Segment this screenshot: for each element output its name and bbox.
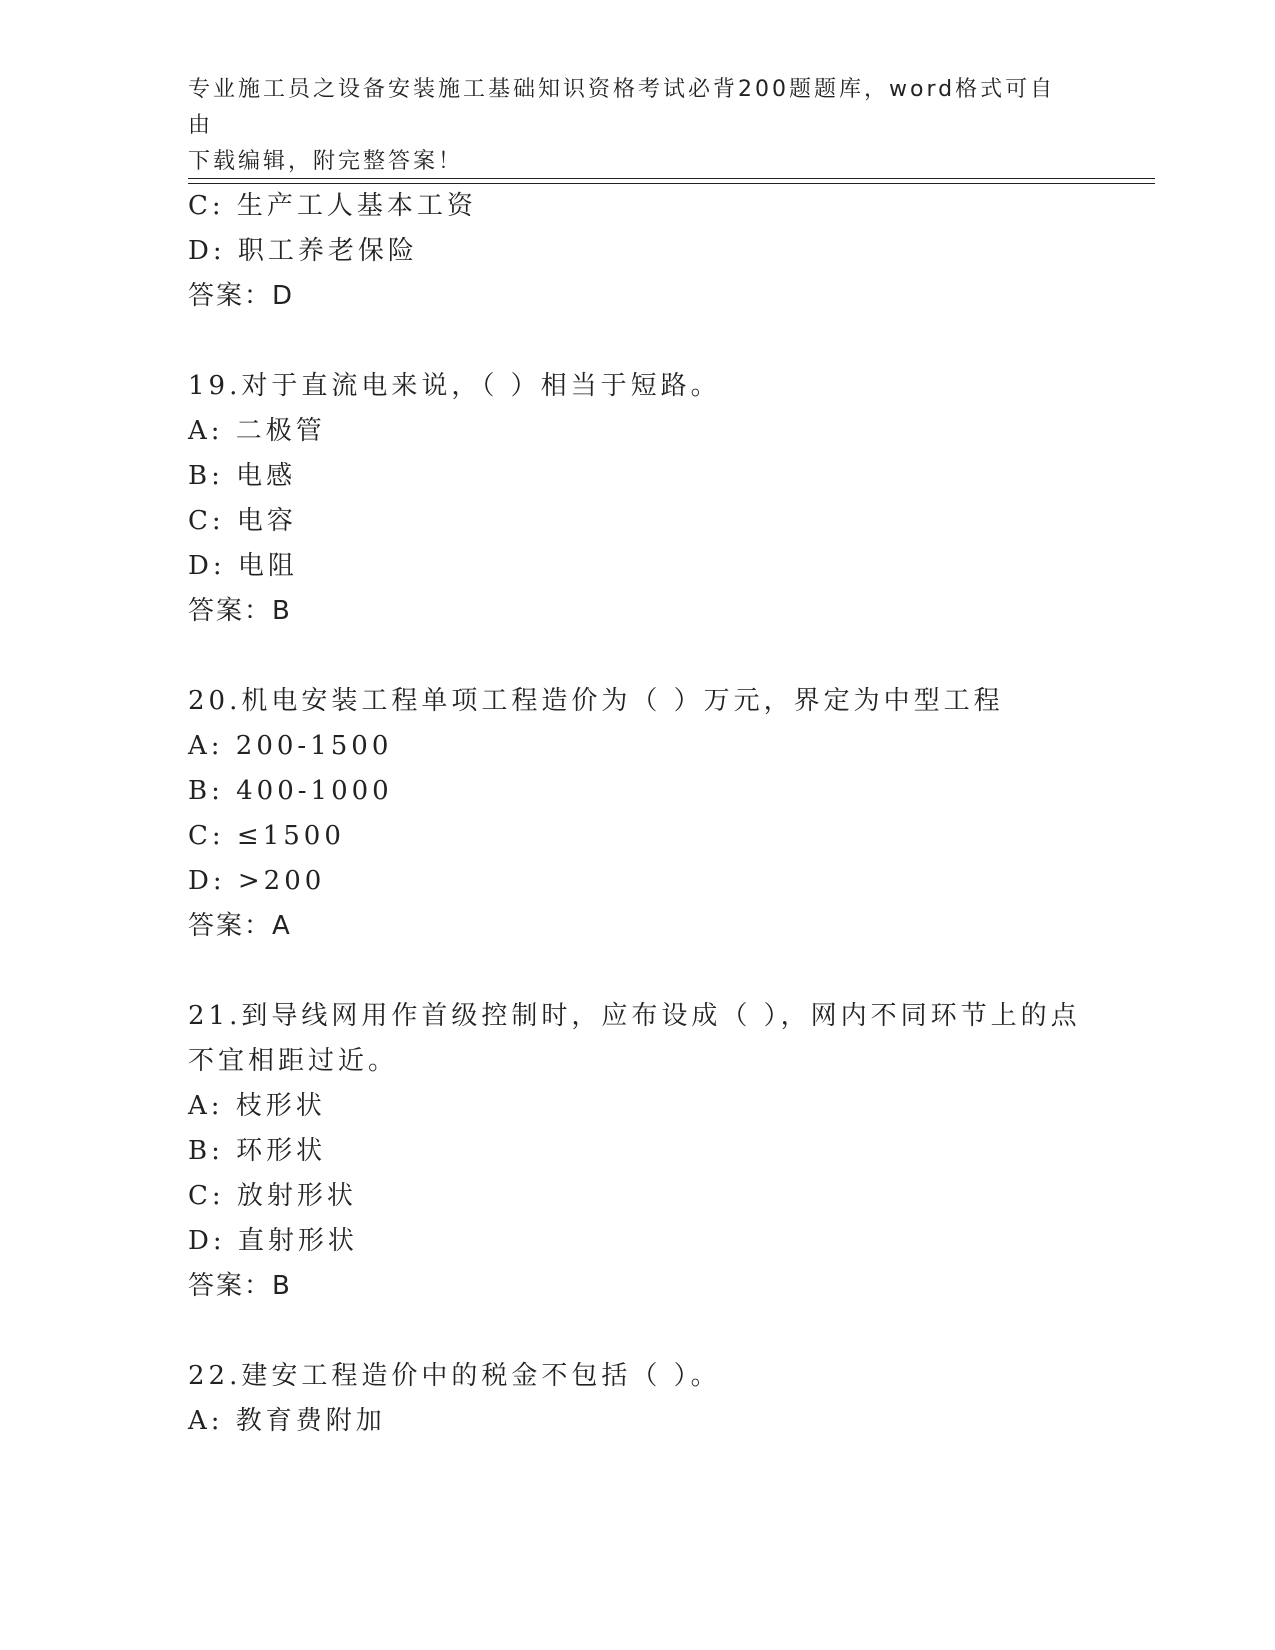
q21-stem-line-1: 21.到导线网用作首级控制时，应布设成（ ），网内不同环节上的点	[188, 1001, 1081, 1031]
document-header	[188, 72, 1068, 180]
q20-stem: 20.机电安装工程单项工程造价为（ ）万元，界定为中型工程	[188, 686, 1004, 716]
q18-answer: 答案：D	[188, 281, 295, 311]
q20-option-a: A: 200-1500	[188, 731, 393, 761]
q19-option-b: B: 电感	[188, 461, 297, 491]
q19-option-c: C: 电容	[188, 506, 297, 536]
q20-answer: 答案：A	[188, 911, 292, 941]
q21-stem-line-2: 不宜相距过近。	[188, 1046, 399, 1076]
q19-stem: 19.对于直流电来说，（ ）相当于短路。	[188, 371, 721, 401]
q21-option-a: A: 枝形状	[188, 1091, 326, 1121]
q21-option-c: C: 放射形状	[188, 1181, 357, 1211]
q20-option-d: D: >200	[188, 866, 326, 896]
q19-answer: 答案：B	[188, 596, 292, 626]
q21-option-d: D: 直射形状	[188, 1226, 358, 1256]
header-divider-top	[188, 178, 1155, 179]
q18-option-d: D: 职工养老保险	[188, 236, 418, 266]
q21-option-b: B: 环形状	[188, 1136, 327, 1166]
q20-option-b: B: 400-1000	[188, 776, 393, 806]
header-line-1: 专业施工员之设备安装施工基础知识资格考试必背200题题库，word格式可自由	[188, 77, 1056, 138]
q22-stem: 22.建安工程造价中的税金不包括（ ）。	[188, 1361, 721, 1391]
q21-answer: 答案：B	[188, 1271, 292, 1301]
header-divider-bottom	[188, 183, 1155, 184]
q19-option-d: D: 电阻	[188, 551, 298, 581]
q22-option-a: A: 教育费附加	[188, 1406, 386, 1436]
q20-option-c: C: ≤1500	[188, 821, 345, 851]
q19-option-a: A: 二极管	[188, 416, 326, 446]
header-line-2: 下载编辑，附完整答案！	[188, 149, 464, 174]
q18-option-c: C: 生产工人基本工资	[188, 191, 477, 221]
